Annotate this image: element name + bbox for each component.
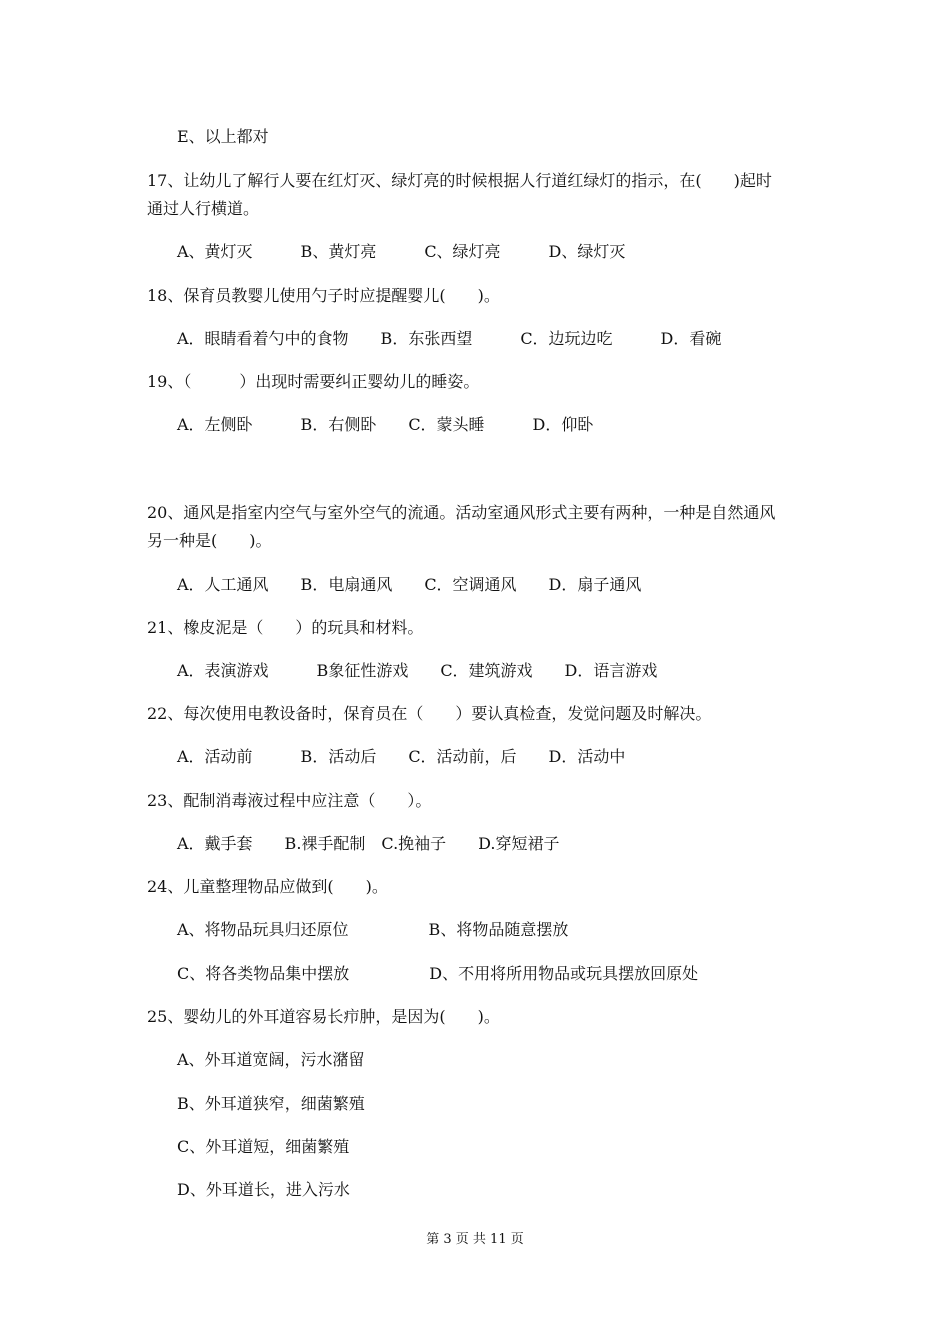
question-25: 25、婴幼儿的外耳道容易长疖肿，是因为( )。	[147, 1007, 500, 1026]
options-19: A．左侧卧 B．右侧卧 C．蒙头睡 D．仰卧	[177, 415, 594, 434]
options-22: A．活动前 B．活动后 C．活动前，后 D．活动中	[177, 747, 626, 766]
options-20: A．人工通风 B．电扇通风 C．空调通风 D．扇子通风	[177, 575, 642, 594]
option-25-b: B、外耳道狭窄，细菌繁殖	[177, 1094, 365, 1113]
option-25-c: C、外耳道短，细菌繁殖	[177, 1137, 350, 1156]
option-25-a: A、外耳道宽阔，污水潴留	[177, 1050, 365, 1069]
question-19: 19、（ ）出现时需要纠正婴幼儿的睡姿。	[147, 372, 480, 391]
question-20: 20、通风是指室内空气与室外空气的流通。活动室通风形式主要有两种，一种是自然通风	[147, 503, 776, 522]
question-22: 22、每次使用电教设备时，保育员在（ ）要认真检查，发觉问题及时解决。	[147, 704, 712, 723]
question-24: 24、儿童整理物品应做到( )。	[147, 877, 388, 896]
question-21: 21、橡皮泥是（ ）的玩具和材料。	[147, 618, 424, 637]
options-17: A、黄灯灭 B、黄灯亮 C、绿灯亮 D、绿灯灭	[177, 242, 626, 261]
option-line: E、以上都对	[177, 127, 269, 146]
options-23: A．戴手套 B.裸手配制 C.挽袖子 D.穿短裙子	[177, 834, 560, 853]
question-18: 18、保育员教婴儿使用勺子时应提醒婴儿( )。	[147, 286, 500, 305]
options-24-ab: A、将物品玩具归还原位 B、将物品随意摆放	[177, 920, 569, 939]
question-17-cont: 通过人行横道。	[147, 199, 260, 218]
question-23: 23、配制消毒液过程中应注意（ ）。	[147, 791, 432, 810]
options-21: A．表演游戏 B象征性游戏 C．建筑游戏 D．语言游戏	[177, 661, 658, 680]
question-17: 17、让幼儿了解行人要在红灯灭、绿灯亮的时候根据人行道红绿灯的指示，在( )起时	[147, 171, 772, 190]
options-24-cd: C、将各类物品集中摆放 D、不用将所用物品或玩具摆放回原处	[177, 964, 699, 983]
question-20-cont: 另一种是( )。	[147, 531, 272, 550]
page-footer: 第 3 页 共 11 页	[426, 1232, 524, 1247]
options-18: A．眼睛看着勺中的食物 B．东张西望 C．边玩边吃 D．看碗	[177, 329, 722, 348]
option-25-d: D、外耳道长，进入污水	[177, 1180, 350, 1199]
